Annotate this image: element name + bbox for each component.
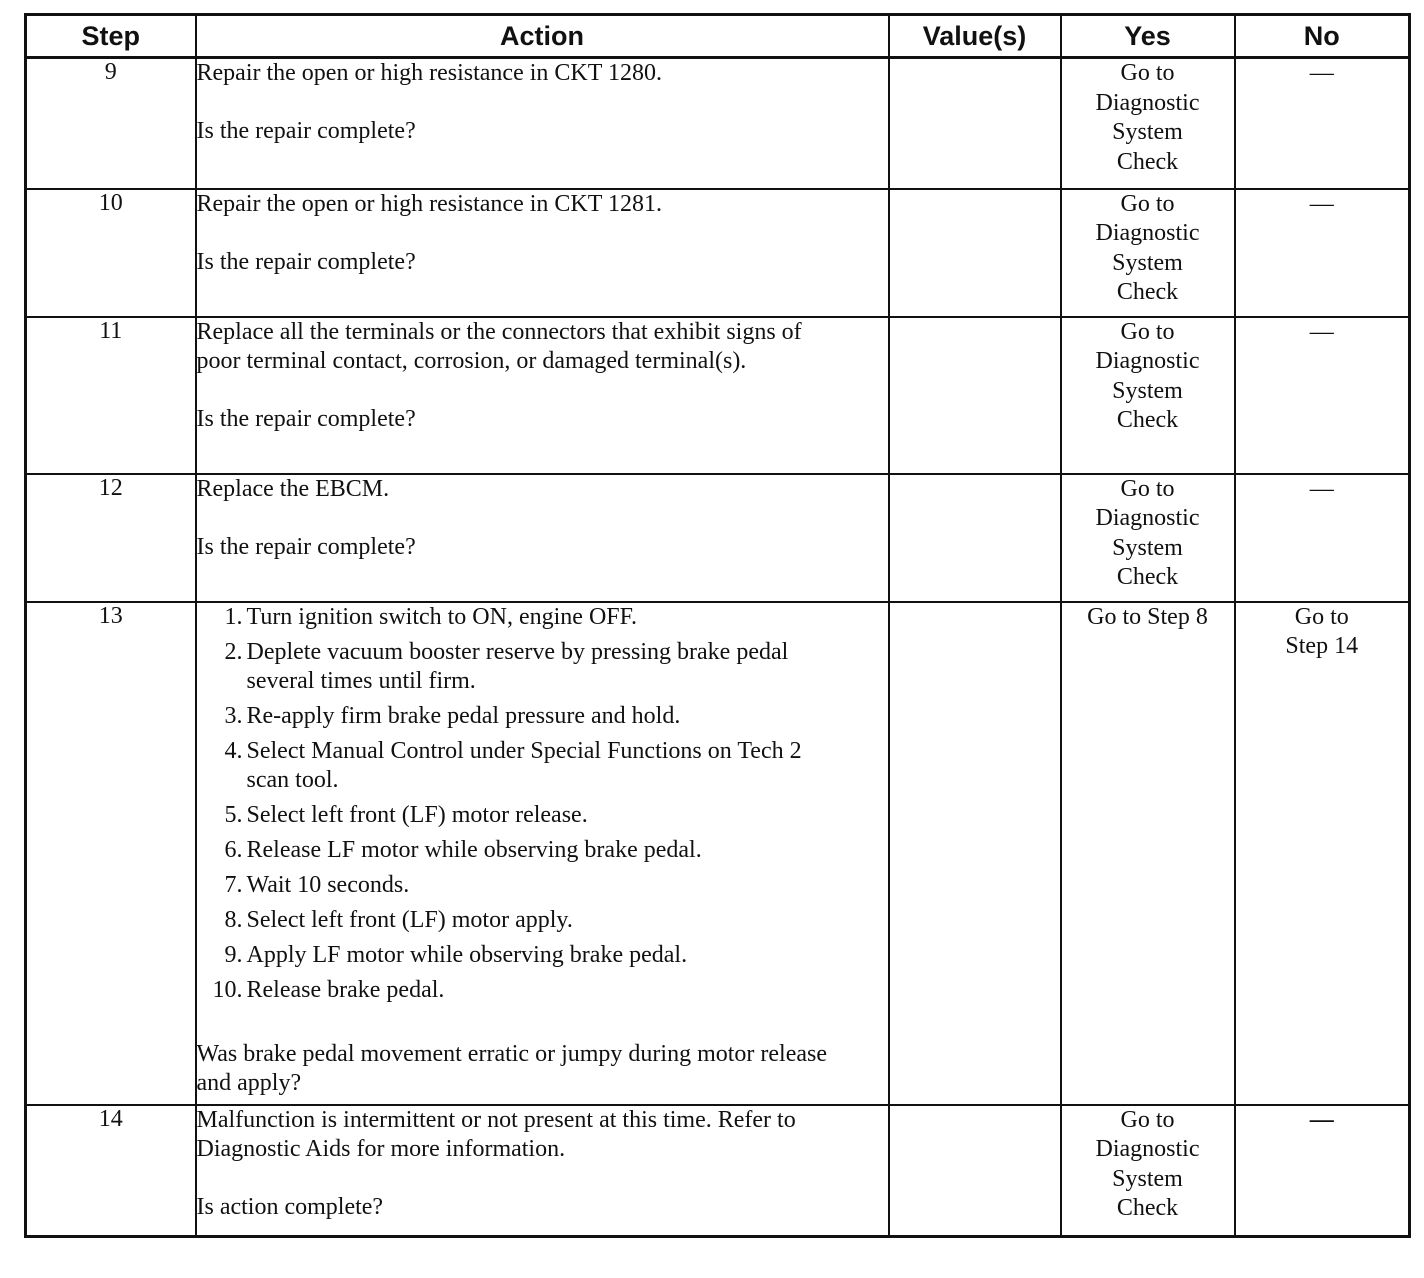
action-text: Replace the EBCM.: [196, 475, 390, 502]
procedure-step: 5. Select left front (LF) motor release.: [224, 801, 588, 828]
procedure-step: 6. Release LF motor while observing brake pedal.: [224, 836, 702, 863]
no-dash: —: [1309, 60, 1334, 86]
yes-line: System: [1112, 377, 1183, 404]
step-number: 11: [26, 317, 196, 474]
action-question: Is the repair complete?: [196, 118, 416, 144]
yes-line: Diagnostic: [1095, 89, 1200, 116]
step-number: 10: [26, 189, 196, 317]
action-cell: [196, 602, 889, 1105]
procedure-step: 3. Re-apply firm brake pedal pressure and hold.: [224, 702, 681, 729]
procedure-step: 8. Select left front (LF) motor apply.: [224, 906, 573, 933]
header-values: Value(s): [889, 15, 1061, 58]
step-number: 14: [26, 1105, 196, 1237]
procedure-step: 10. Release brake pedal.: [212, 976, 445, 1003]
yes-cell: [1061, 474, 1235, 602]
header-row: [26, 15, 1410, 58]
yes-cell: [1061, 58, 1235, 189]
header-action: Action: [196, 15, 889, 58]
header-step: Step: [26, 15, 196, 58]
yes-cell: [1061, 189, 1235, 317]
action-question: Is the repair complete?: [196, 533, 416, 560]
table-row: [26, 189, 1410, 317]
no-dash: —: [1309, 318, 1334, 345]
action-cell: [196, 474, 889, 602]
yes-line: Check: [1116, 407, 1179, 433]
procedure-step: 2. Deplete vacuum booster reserve by pressing brake pedal several times until firm.: [224, 638, 789, 694]
yes-line: System: [1112, 249, 1183, 276]
action-text: Replace all the terminals or the connectors that exhibit signs of poor terminal contact, corrosion, or damaged terminal(s).: [196, 318, 802, 374]
yes-line: Check: [1116, 1195, 1179, 1221]
no-cell: [1235, 474, 1410, 602]
values-cell: [889, 474, 1061, 602]
yes-line: System: [1112, 534, 1183, 561]
no-line: Step 14: [1285, 633, 1359, 659]
header-no: No: [1235, 15, 1410, 58]
values-cell: [889, 189, 1061, 317]
values-cell: [889, 1105, 1061, 1237]
diagnostic-table: [24, 13, 1411, 1238]
procedure-step: 1. Turn ignition switch to ON, engine OFF.: [224, 603, 638, 630]
no-line: Go to: [1294, 603, 1349, 630]
action-cell: [196, 58, 889, 189]
yes-line: Diagnostic: [1095, 1136, 1200, 1162]
yes-line: Go to: [1120, 475, 1175, 502]
procedure-step: 7. Wait 10 seconds.: [224, 871, 410, 898]
yes-line: Go to Step 8: [1087, 603, 1208, 630]
yes-line: Go to: [1120, 318, 1175, 345]
no-dash: —: [1309, 190, 1334, 217]
no-cell: [1235, 602, 1410, 1105]
step-number: 9: [26, 58, 196, 189]
values-cell: [889, 317, 1061, 474]
procedure-step: 4. Select Manual Control under Special Functions on Tech 2 scan tool.: [224, 737, 802, 793]
yes-line: Check: [1116, 148, 1179, 175]
yes-line: Check: [1116, 279, 1179, 305]
yes-cell: [1061, 1105, 1235, 1237]
yes-line: Go to: [1120, 190, 1175, 217]
action-text: Malfunction is intermittent or not present at this time. Refer to Diagnostic Aids for more information.: [196, 1106, 796, 1162]
values-cell: [889, 58, 1061, 189]
yes-cell: [1061, 602, 1235, 1105]
yes-line: Diagnostic: [1095, 505, 1200, 531]
step-number: 13: [26, 602, 196, 1105]
action-cell: [196, 189, 889, 317]
no-cell: [1235, 317, 1410, 474]
table-row: [26, 58, 1410, 189]
yes-line: Go to: [1120, 1106, 1175, 1133]
no-cell: [1235, 1105, 1410, 1237]
yes-line: System: [1112, 1165, 1183, 1192]
action-cell: [196, 1105, 889, 1237]
action-question: Is the repair complete?: [196, 405, 416, 432]
table-row: [26, 317, 1410, 474]
action-question: Is the repair complete?: [196, 248, 416, 275]
yes-line: Diagnostic: [1095, 220, 1200, 246]
yes-line: Diagnostic: [1095, 348, 1200, 374]
action-question: Was brake pedal movement erratic or jumpy during motor release and apply?: [196, 1040, 828, 1096]
procedure-step: 9. Apply LF motor while observing brake pedal.: [224, 941, 688, 968]
action-text: Repair the open or high resistance in CKT 1281.: [196, 190, 662, 217]
yes-line: Go to: [1120, 60, 1175, 86]
action-question: Is action complete?: [196, 1193, 384, 1220]
no-dash: —: [1309, 475, 1334, 502]
no-dash: —: [1309, 1106, 1334, 1133]
procedure-list: [197, 603, 827, 1005]
yes-line: System: [1112, 119, 1183, 145]
no-cell: [1235, 189, 1410, 317]
action-cell: [196, 317, 889, 474]
header-yes: Yes: [1061, 15, 1235, 58]
yes-line: Check: [1116, 564, 1179, 590]
no-cell: [1235, 58, 1410, 189]
table-row: [26, 1105, 1410, 1237]
values-cell: [889, 602, 1061, 1105]
action-text: Repair the open or high resistance in CKT 1280.: [196, 60, 662, 86]
yes-cell: [1061, 317, 1235, 474]
table-row: [26, 474, 1410, 602]
step-number: 12: [26, 474, 196, 602]
table-row: [26, 602, 1410, 1105]
